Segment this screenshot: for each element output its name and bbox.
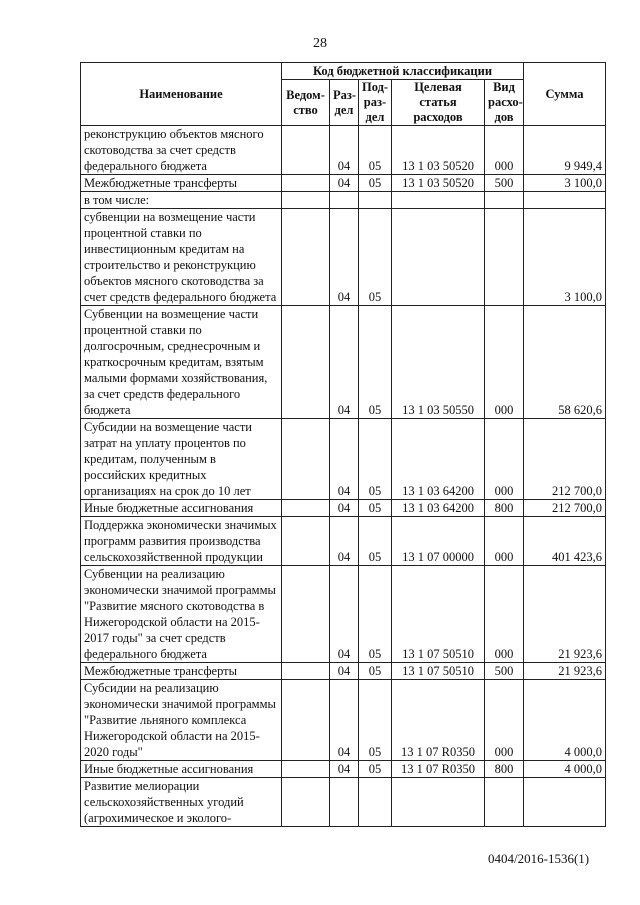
row-celevaya-statya: 13 1 07 R0350 (392, 761, 485, 778)
row-podrazdel: 05 (359, 566, 392, 663)
row-vedomstvo (282, 500, 330, 517)
row-razdel: 04 (330, 419, 359, 500)
row-podrazdel (359, 778, 392, 827)
row-vid-raskhodov: 800 (485, 761, 524, 778)
row-razdel: 04 (330, 500, 359, 517)
row-razdel: 04 (330, 663, 359, 680)
row-vid-raskhodov: 500 (485, 663, 524, 680)
table-row (81, 419, 606, 500)
table-row (81, 761, 606, 778)
row-vedomstvo (282, 126, 330, 175)
row-celevaya-statya: 13 1 03 64200 (392, 419, 485, 500)
header-vid-raskhodov: Вид расхо-дов (485, 80, 524, 126)
row-vid-raskhodov: 000 (485, 419, 524, 500)
table-row (81, 680, 606, 761)
row-summa: 3 100,0 (524, 175, 606, 192)
row-vid-raskhodov: 800 (485, 500, 524, 517)
row-podrazdel: 05 (359, 761, 392, 778)
row-razdel: 04 (330, 566, 359, 663)
row-vedomstvo (282, 663, 330, 680)
row-name: Субсидии на реализацию экономически значимой программы "Развитие льняного комплекса Нижегородской области на 2015-2020 годы" (81, 680, 282, 761)
row-name: Межбюджетные трансферты (81, 175, 282, 192)
row-vedomstvo (282, 192, 330, 209)
row-name: Иные бюджетные ассигнования (81, 500, 282, 517)
row-summa: 401 423,6 (524, 517, 606, 566)
row-vid-raskhodov (485, 209, 524, 306)
header-vedomstvo: Ведом-ство (282, 80, 330, 126)
row-razdel: 04 (330, 761, 359, 778)
row-vedomstvo (282, 517, 330, 566)
row-name: Развитие мелиорации сельскохозяйственных угодий (агрохимическое и эколого- (81, 778, 282, 827)
budget-table (80, 62, 606, 827)
row-podrazdel: 05 (359, 680, 392, 761)
row-celevaya-statya: 13 1 07 R0350 (392, 680, 485, 761)
row-celevaya-statya: 13 1 03 50520 (392, 175, 485, 192)
row-celevaya-statya (392, 209, 485, 306)
row-summa: 3 100,0 (524, 209, 606, 306)
row-celevaya-statya: 13 1 03 50550 (392, 306, 485, 419)
row-vedomstvo (282, 566, 330, 663)
row-podrazdel: 05 (359, 209, 392, 306)
row-vedomstvo (282, 778, 330, 827)
row-podrazdel (359, 192, 392, 209)
table-header (81, 63, 606, 126)
table-row (81, 126, 606, 175)
table-body (81, 126, 606, 827)
row-celevaya-statya: 13 1 07 50510 (392, 566, 485, 663)
row-podrazdel: 05 (359, 500, 392, 517)
row-name: Поддержка экономически значимых программ развития производства сельскохозяйственной продукции (81, 517, 282, 566)
row-vid-raskhodov (485, 192, 524, 209)
row-podrazdel: 05 (359, 419, 392, 500)
row-razdel (330, 778, 359, 827)
row-vedomstvo (282, 680, 330, 761)
row-razdel (330, 192, 359, 209)
header-celevaya-statya: Целевая статья расходов (392, 80, 485, 126)
row-summa (524, 778, 606, 827)
row-summa: 58 620,6 (524, 306, 606, 419)
header-name: Наименование (81, 63, 282, 126)
row-vid-raskhodov: 000 (485, 126, 524, 175)
table-row (81, 517, 606, 566)
document-code: 0404/2016-1536(1) (488, 851, 590, 866)
row-podrazdel: 05 (359, 175, 392, 192)
page-number: 28 (313, 36, 327, 51)
row-vedomstvo (282, 419, 330, 500)
header-code-group: Код бюджетной классификации (282, 63, 524, 80)
row-name: Иные бюджетные ассигнования (81, 761, 282, 778)
row-razdel: 04 (330, 126, 359, 175)
row-summa: 212 700,0 (524, 500, 606, 517)
table-row (81, 192, 606, 209)
row-vid-raskhodov (485, 778, 524, 827)
row-vid-raskhodov: 000 (485, 517, 524, 566)
row-razdel: 04 (330, 175, 359, 192)
row-summa: 21 923,6 (524, 663, 606, 680)
row-razdel: 04 (330, 209, 359, 306)
row-vid-raskhodov: 000 (485, 680, 524, 761)
row-podrazdel: 05 (359, 126, 392, 175)
row-celevaya-statya: 13 1 03 64200 (392, 500, 485, 517)
row-vid-raskhodov: 000 (485, 566, 524, 663)
table-row (81, 209, 606, 306)
row-vid-raskhodov: 000 (485, 306, 524, 419)
row-podrazdel: 05 (359, 517, 392, 566)
row-summa: 4 000,0 (524, 761, 606, 778)
table-row (81, 663, 606, 680)
row-summa: 4 000,0 (524, 680, 606, 761)
row-podrazdel: 05 (359, 663, 392, 680)
table-row (81, 778, 606, 827)
row-celevaya-statya: 13 1 07 00000 (392, 517, 485, 566)
table-row (81, 306, 606, 419)
row-celevaya-statya (392, 778, 485, 827)
row-celevaya-statya: 13 1 07 50510 (392, 663, 485, 680)
row-summa: 21 923,6 (524, 566, 606, 663)
row-summa (524, 192, 606, 209)
row-celevaya-statya: 13 1 03 50520 (392, 126, 485, 175)
header-summa: Сумма (524, 63, 606, 126)
row-celevaya-statya (392, 192, 485, 209)
row-name: Субсидии на возмещение части затрат на уплату процентов по кредитам, полученным в российских кредитных организациях на срок до 10 лет (81, 419, 282, 500)
header-razdel: Раз-дел (330, 80, 359, 126)
row-razdel: 04 (330, 306, 359, 419)
row-vid-raskhodov: 500 (485, 175, 524, 192)
table-row (81, 566, 606, 663)
row-vedomstvo (282, 761, 330, 778)
row-razdel: 04 (330, 517, 359, 566)
row-vedomstvo (282, 306, 330, 419)
row-name: в том числе: (81, 192, 282, 209)
row-summa: 212 700,0 (524, 419, 606, 500)
header-podrazdel: Под-раз-дел (359, 80, 392, 126)
row-podrazdel: 05 (359, 306, 392, 419)
table-row (81, 500, 606, 517)
row-name: Субвенции на реализацию экономически значимой программы "Развитие мясного скотоводства в Нижегородской области на 2015-2017 годы" за счет средств федерального бюджета (81, 566, 282, 663)
table-row (81, 175, 606, 192)
row-name: субвенции на возмещение части процентной ставки по инвестиционным кредитам на строительство и реконструкцию объектов мясного скотоводства за счет средств федерального бюджета (81, 209, 282, 306)
row-vedomstvo (282, 209, 330, 306)
row-name: Субвенции на возмещение части процентной ставки по долгосрочным, среднесрочным и краткосрочным кредитам, взятым малыми формами хозяйствования, за счет средств федерального бюджета (81, 306, 282, 419)
row-summa: 9 949,4 (524, 126, 606, 175)
row-name: Межбюджетные трансферты (81, 663, 282, 680)
row-vedomstvo (282, 175, 330, 192)
row-razdel: 04 (330, 680, 359, 761)
row-name: реконструкцию объектов мясного скотоводства за счет средств федерального бюджета (81, 126, 282, 175)
